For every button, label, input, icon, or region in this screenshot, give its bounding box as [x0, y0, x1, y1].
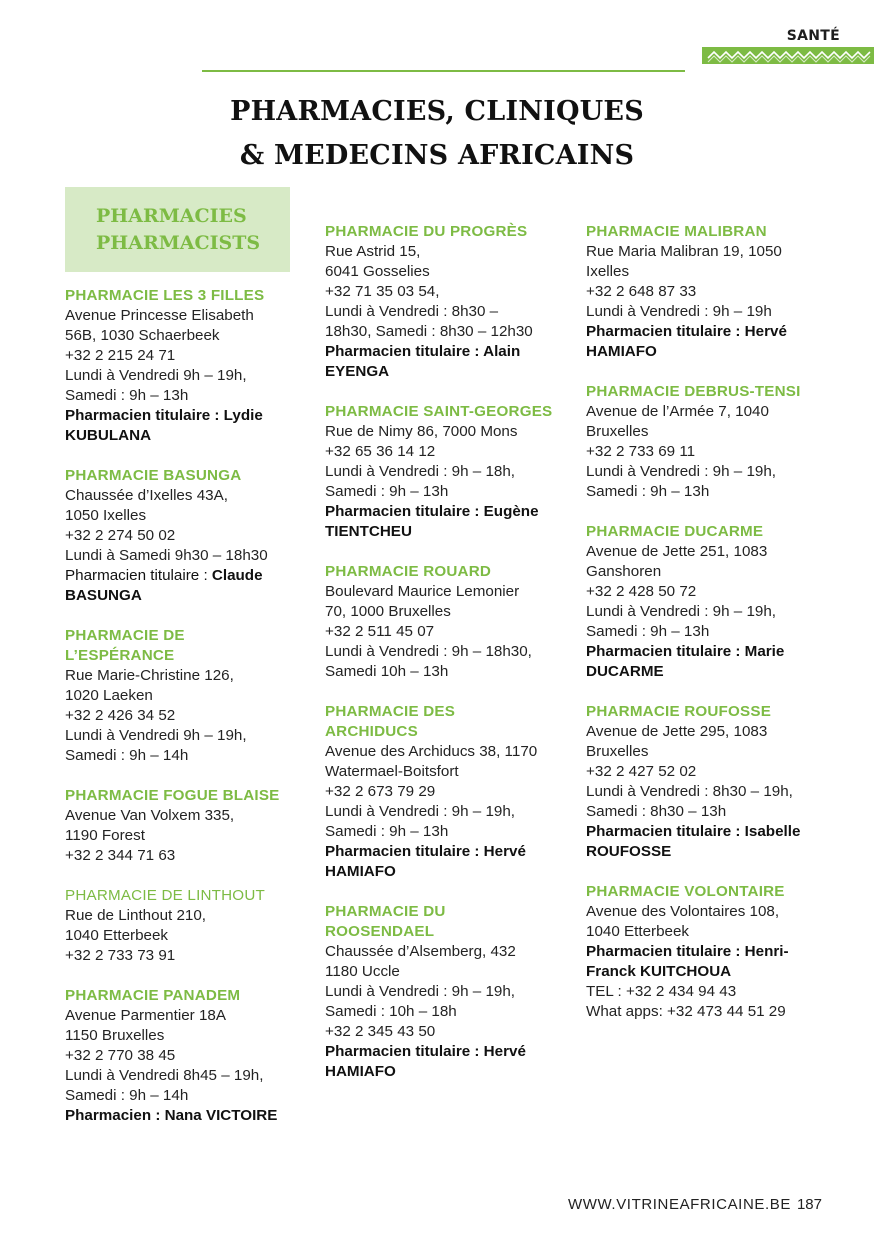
pharmacist-value: Franck KUITCHOUA — [586, 963, 732, 980]
pharmacy-detail: +32 2 770 38 45 — [65, 1047, 176, 1064]
pharmacy-name: PHARMACIE LES 3 FILLES — [65, 287, 265, 304]
pharmacy-entry — [325, 402, 570, 542]
pharmacy-entry — [586, 702, 836, 862]
pharmacy-detail: Lundi à Vendredi 9h – 19h, — [65, 727, 247, 744]
pharmacist-name — [586, 322, 836, 342]
pharmacy-name: ROOSENDAEL — [325, 923, 435, 940]
pharmacy-detail: +32 2 344 71 63 — [65, 847, 176, 864]
pharmacist-value: Pharmacien : Nana VICTOIRE — [65, 1107, 278, 1124]
pharmacy-detail: +32 2 733 69 11 — [586, 443, 696, 460]
header-rule — [202, 70, 685, 72]
column-1 — [65, 286, 300, 1146]
pharmacy-name: PHARMACIE SAINT-GEORGES — [325, 403, 553, 420]
pharmacy-entry — [586, 522, 836, 682]
pharmacy-entry — [586, 882, 836, 1022]
pharmacy-detail: Avenue de Jette 295, 1083 — [586, 723, 768, 740]
pharmacist-name — [65, 566, 300, 586]
pharmacist-value: Pharmacien titulaire : Hervé — [586, 323, 787, 340]
pharmacist-name — [586, 642, 836, 662]
column-2 — [325, 222, 570, 1102]
pharmacy-detail: Watermael-Boitsfort — [325, 763, 459, 780]
pharmacy-detail: Avenue Van Volxem 335, — [65, 807, 235, 824]
pharmacy-name: PHARMACIE FOGUE BLAISE — [65, 787, 280, 804]
pharmacy-name: PHARMACIE DE LINTHOUT — [65, 887, 265, 904]
pharmacy-detail: Avenue Parmentier 18A — [65, 1007, 226, 1024]
pharmacy-detail: Samedi : 8h30 – 13h — [586, 803, 727, 820]
pharmacy-name: L’ESPÉRANCE — [65, 647, 175, 664]
pharmacy-detail: Samedi : 9h – 13h — [325, 823, 449, 840]
pharmacist-name — [586, 942, 836, 962]
pharmacy-detail: Ganshoren — [586, 563, 662, 580]
pharmacist-value: HAMIAFO — [586, 343, 657, 360]
pharmacist-name — [586, 342, 836, 362]
pharmacy-entry — [65, 626, 300, 766]
pharmacy-detail: +32 2 511 45 07 — [325, 623, 435, 640]
pharmacy-detail: 1190 Forest — [65, 827, 145, 844]
pharmacy-detail: Lundi à Vendredi : 9h – 19h — [586, 303, 772, 320]
section-tag — [702, 24, 874, 64]
pharmacist-value: Pharmacien titulaire : Eugène — [325, 503, 539, 520]
pharmacist-value: HAMIAFO — [325, 863, 396, 880]
pharmacist-value: ROUFOSSE — [586, 843, 672, 860]
zigzag-band-icon — [702, 47, 874, 64]
pharmacy-entry — [586, 382, 836, 502]
pharmacist-value: DUCARME — [586, 663, 664, 680]
pharmacist-name — [325, 502, 570, 522]
pharmacy-detail: 1050 Ixelles — [65, 507, 147, 524]
title-line-2: & MEDECINS AFRICAINS — [239, 140, 635, 171]
pharmacy-detail: +32 2 274 50 02 — [65, 527, 176, 544]
pharmacy-detail: 56B, 1030 Schaerbeek — [65, 327, 220, 344]
pharmacy-detail: 1020 Laeken — [65, 687, 153, 704]
pharmacy-detail: +32 65 36 14 12 — [325, 443, 436, 460]
pharmacy-name: PHARMACIE DE — [65, 627, 185, 644]
pharmacy-detail: Lundi à Vendredi : 9h – 19h, — [325, 983, 515, 1000]
pharmacist-name — [586, 842, 836, 862]
pharmacist-name — [325, 342, 570, 362]
title-line-1: PHARMACIES, CLINIQUES — [230, 96, 644, 127]
pharmacy-name: PHARMACIE PANADEM — [65, 987, 241, 1004]
pharmacist-value: Pharmacien titulaire : Isabelle — [586, 823, 801, 840]
pharmacy-name: PHARMACIE ROUARD — [325, 563, 492, 580]
pharmacy-detail: Lundi à Vendredi 8h45 – 19h, — [65, 1067, 264, 1084]
pharmacy-detail: 1040 Etterbeek — [586, 923, 690, 940]
pharmacy-detail: 6041 Gosselies — [325, 263, 430, 280]
pharmacist-name — [325, 862, 570, 882]
pharmacy-name: PHARMACIE DUCARME — [586, 523, 764, 540]
pharmacy-detail: Rue de Nimy 86, 7000 Mons — [325, 423, 518, 440]
section-label: SANTÉ — [786, 28, 840, 44]
pharmacist-name — [65, 406, 300, 426]
pharmacy-detail: Avenue des Archiducs 38, 1170 — [325, 743, 538, 760]
pharmacy-detail: Avenue des Volontaires 108, — [586, 903, 780, 920]
pharmacist-value: Pharmacien titulaire : Marie — [586, 643, 785, 660]
pharmacy-detail: +32 2 426 34 52 — [65, 707, 176, 724]
pharmacy-detail: Lundi à Vendredi : 8h30 – — [325, 303, 499, 320]
pharmacy-detail: +32 2 345 43 50 — [325, 1023, 436, 1040]
category-label: PHARMACIES — [96, 205, 247, 227]
pharmacist-name — [586, 662, 836, 682]
pharmacist-name — [586, 822, 836, 842]
pharmacist-name — [65, 426, 300, 446]
pharmacist-value: Pharmacien titulaire : Lydie — [65, 407, 263, 424]
pharmacy-detail: Rue de Linthout 210, — [65, 907, 207, 924]
pharmacist-name — [325, 842, 570, 862]
pharmacy-name: PHARMACIE DEBRUS-TENSI — [586, 383, 801, 400]
pharmacist-name — [325, 522, 570, 542]
pharmacy-name: PHARMACIE VOLONTAIRE — [586, 883, 785, 900]
pharmacy-entry — [65, 286, 300, 446]
pharmacist-name — [586, 962, 836, 982]
pharmacy-detail: Lundi à Vendredi : 9h – 19h, — [325, 803, 515, 820]
pharmacy-detail: Chaussée d’Alsemberg, 432 — [325, 943, 516, 960]
pharmacy-name: PHARMACIE DU — [325, 903, 446, 920]
pharmacy-detail: Lundi à Vendredi : 9h – 19h, — [586, 603, 776, 620]
pharmacy-detail: +32 71 35 03 54, — [325, 283, 440, 300]
pharmacy-detail: Samedi : 9h – 14h — [65, 747, 189, 764]
pharmacy-detail: Avenue Princesse Elisabeth — [65, 307, 254, 324]
pharmacy-detail: Samedi : 9h – 13h — [65, 387, 189, 404]
pharmacy-detail: Samedi : 9h – 13h — [586, 483, 710, 500]
pharmacy-detail: 1150 Bruxelles — [65, 1027, 165, 1044]
pharmacy-name: PHARMACIE BASUNGA — [65, 467, 242, 484]
pharmacist-value: Pharmacien titulaire : Hervé — [325, 1043, 526, 1060]
pharmacy-detail: Ixelles — [586, 263, 630, 280]
pharmacy-detail: Boulevard Maurice Lemonier — [325, 583, 520, 600]
pharmacy-name: PHARMACIE MALIBRAN — [586, 223, 767, 240]
pharmacy-entry — [325, 222, 570, 382]
pharmacy-detail: Samedi : 9h – 13h — [325, 483, 449, 500]
pharmacy-entry — [65, 986, 300, 1126]
pharmacy-detail: +32 2 648 87 33 — [586, 283, 697, 300]
pharmacy-detail: 1180 Uccle — [325, 963, 400, 980]
column-3 — [586, 222, 836, 1042]
pharmacy-contact: TEL : +32 2 434 94 43 — [586, 983, 737, 1000]
pharmacy-name: ARCHIDUCS — [325, 723, 418, 740]
pharmacy-detail: Lundi à Vendredi : 9h – 18h30, — [325, 643, 532, 660]
pharmacy-detail: 18h30, Samedi : 8h30 – 12h30 — [325, 323, 533, 340]
pharmacy-entry — [325, 902, 570, 1082]
pharmacy-detail: 70, 1000 Bruxelles — [325, 603, 451, 620]
pharmacist-value: Pharmacien titulaire : Alain — [325, 343, 521, 360]
pharmacy-detail: +32 2 673 79 29 — [325, 783, 436, 800]
pharmacy-entry — [65, 786, 300, 866]
pharmacy-entry — [65, 466, 300, 606]
category-box — [65, 187, 290, 272]
pharmacy-detail: +32 2 428 50 72 — [586, 583, 697, 600]
pharmacist-name — [65, 586, 300, 606]
pharmacy-detail: Rue Maria Malibran 19, 1050 — [586, 243, 782, 260]
pharmacy-name: PHARMACIE DU PROGRÈS — [325, 223, 528, 240]
pharmacist-value: Claude — [211, 567, 263, 584]
pharmacy-detail: Samedi : 10h – 18h — [325, 1003, 457, 1020]
pharmacy-entry — [325, 702, 570, 882]
pharmacy-detail: Samedi 10h – 13h — [325, 663, 449, 680]
pharmacy-detail: Rue Astrid 15, — [325, 243, 421, 260]
pharmacy-detail: Rue Marie-Christine 126, — [65, 667, 234, 684]
category-label-en: PHARMACISTS — [96, 232, 261, 254]
pharmacy-detail: Samedi : 9h – 14h — [65, 1087, 189, 1104]
pharmacy-detail: Lundi à Vendredi : 9h – 18h, — [325, 463, 515, 480]
pharmacy-detail: +32 2 733 73 91 — [65, 947, 176, 964]
pharmacy-entry — [65, 886, 300, 966]
footer — [568, 1196, 822, 1213]
pharmacy-name: PHARMACIE ROUFOSSE — [586, 703, 772, 720]
pharmacy-entry — [325, 562, 570, 682]
pharmacy-detail: Samedi : 9h – 13h — [586, 623, 710, 640]
pharmacist-label: Pharmacien titulaire : — [65, 567, 212, 584]
pharmacy-detail: Avenue de l’Armée 7, 1040 — [586, 403, 769, 420]
pharmacy-detail: Lundi à Vendredi : 8h30 – 19h, — [586, 783, 793, 800]
pharmacy-detail: 1040 Etterbeek — [65, 927, 169, 944]
pharmacy-detail: Bruxelles — [586, 743, 649, 760]
pharmacy-detail: Chaussée d’Ixelles 43A, — [65, 487, 228, 504]
pharmacy-detail: Avenue de Jette 251, 1083 — [586, 543, 768, 560]
pharmacist-value: Pharmacien titulaire : Hervé — [325, 843, 526, 860]
pharmacist-value: BASUNGA — [65, 587, 142, 604]
website-link[interactable]: WWW.VITRINEAFRICAINE.BE — [567, 1196, 791, 1213]
pharmacy-detail: Lundi à Vendredi : 9h – 19h, — [586, 463, 776, 480]
pharmacist-value: Pharmacien titulaire : Henri- — [586, 943, 789, 960]
pharmacist-value: EYENGA — [325, 363, 390, 380]
pharmacist-name — [325, 1042, 570, 1062]
pharmacist-value: TIENTCHEU — [325, 523, 412, 540]
pharmacy-name: PHARMACIE DES — [325, 703, 456, 720]
pharmacy-detail: +32 2 427 52 02 — [586, 763, 697, 780]
pharmacist-value: KUBULANA — [65, 427, 152, 444]
pharmacist-name — [65, 1106, 300, 1126]
pharmacy-detail: Lundi à Vendredi 9h – 19h, — [65, 367, 247, 384]
pharmacy-detail: Bruxelles — [586, 423, 649, 440]
page-title — [0, 90, 874, 178]
pharmacy-contact: What apps: +32 473 44 51 29 — [586, 1003, 786, 1020]
pharmacy-detail: +32 2 215 24 71 — [65, 347, 176, 364]
pharmacist-name — [325, 362, 570, 382]
pharmacy-entry — [586, 222, 836, 362]
page-number: 187 — [796, 1196, 822, 1213]
pharmacist-value: HAMIAFO — [325, 1063, 396, 1080]
pharmacy-detail: Lundi à Samedi 9h30 – 18h30 — [65, 547, 268, 564]
pharmacist-name — [325, 1062, 570, 1082]
